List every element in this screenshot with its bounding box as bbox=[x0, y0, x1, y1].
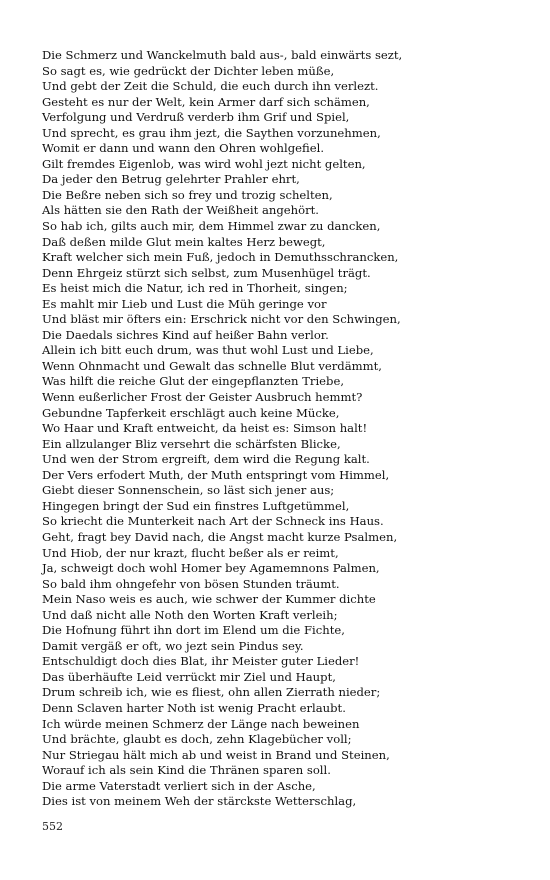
poem-line: Wenn Ohnmacht und Gewalt das schnelle Blut verdämmt, bbox=[42, 358, 382, 373]
poem-line: Gesteht es nur der Welt, kein Armer darf sich schämen, bbox=[42, 94, 370, 109]
poem-line: Die Hofnung führt ihn dort im Elend um die Fichte, bbox=[42, 623, 345, 638]
poem-line: Denn Ehrgeiz stürzt sich selbst, zum Musenhügel trägt. bbox=[42, 265, 371, 280]
poem-line: Drum schreib ich, wie es fliest, ohn allen Zierrath nieder; bbox=[42, 685, 381, 700]
poem-line: Denn Sclaven harter Noth ist wenig Pracht erlaubt. bbox=[42, 700, 346, 715]
poem-line: Was hilft die reiche Glut der eingepflanzten Triebe, bbox=[42, 374, 345, 389]
poem-line: Die Schmerz und Wanckelmuth bald aus-, bald einwärts sezt, bbox=[42, 48, 403, 62]
poem-line: Verfolgung und Verdruß verderb ihm Grif und Spiel, bbox=[42, 110, 350, 125]
poem-line: Dies ist von meinem Weh der stärckste Wetterschlag, bbox=[42, 794, 357, 809]
poem-line: Und gebt der Zeit die Schuld, die euch durch ihn verlezt. bbox=[42, 79, 379, 94]
poem-line: Entschuldigt doch dies Blat, ihr Meister guter Lieder! bbox=[42, 654, 360, 669]
poem-line: Die arme Vaterstadt verliert sich in der Asche, bbox=[42, 778, 316, 793]
poem-line: Und wen der Strom ergreift, dem wird die Regung kalt. bbox=[42, 452, 370, 467]
poem-line: Gebundne Tapferkeit erschlägt auch keine Mücke, bbox=[42, 405, 340, 420]
poem-line: Die Daedals sichres Kind auf heißer Bahn verlor. bbox=[42, 327, 329, 342]
page-number: 552 bbox=[42, 820, 63, 833]
poem-line: Damit vergäß er oft, wo jezt sein Pindus sey. bbox=[42, 638, 304, 653]
poem-line: Daß deßen milde Glut mein kaltes Herz bewegt, bbox=[42, 234, 326, 249]
poem-line: Mein Naso weis es auch, wie schwer der Kummer dichte bbox=[42, 592, 376, 607]
poem-line: Da jeder den Betrug gelehrter Prahler ehrt, bbox=[42, 172, 300, 187]
poem-line: So bald ihm ohngefehr von bösen Stunden träumt. bbox=[42, 576, 340, 591]
poem-line: Und sprecht, es grau ihm jezt, die Saythen vorzunehmen, bbox=[42, 125, 381, 140]
poem-line: Womit er dann und wann den Ohren wohlgefiel. bbox=[42, 141, 325, 156]
poem-line: Ja, schweigt doch wohl Homer bey Agamemnons Palmen, bbox=[42, 561, 380, 576]
poem-line: So kriecht die Munterkeit nach Art der Schneck ins Haus. bbox=[42, 514, 384, 529]
poem-line: Ein allzulanger Bliz versehrt die schärfsten Blicke, bbox=[42, 436, 341, 451]
poem-line: Und bläst mir öfters ein: Erschrick nicht vor den Schwingen, bbox=[42, 312, 401, 327]
poem-line: Es heist mich die Natur, ich red in Thorheit, singen; bbox=[42, 281, 348, 296]
poem-line: Ich würde meinen Schmerz der Länge nach beweinen bbox=[42, 716, 360, 731]
poem-line: Worauf ich als sein Kind die Thränen sparen soll. bbox=[42, 763, 331, 778]
poem-line: Kraft welcher sich mein Fuß, jedoch in Demuthsschrancken, bbox=[42, 250, 399, 265]
poem-line: Wo Haar und Kraft entweicht, da heist es: Simson halt! bbox=[42, 421, 368, 436]
poem-line: So sagt es, wie gedrückt der Dichter leben müße, bbox=[42, 63, 335, 78]
poem-line: Nur Striegau hält mich ab und weist in Brand und Steinen, bbox=[42, 747, 390, 762]
poem-line: Die Beßre neben sich so frey und trozig schelten, bbox=[42, 187, 333, 202]
poem-line: Der Vers erfodert Muth, der Muth entspringt vom Himmel, bbox=[42, 467, 390, 482]
poem-line: Giebt dieser Sonnenschein, so läst sich jener aus; bbox=[42, 483, 335, 498]
poem-line: Und Hiob, der nur krazt, flucht beßer als er reimt, bbox=[42, 545, 339, 560]
poem-line: Und brächte, glaubt es doch, zehn Klagebücher voll; bbox=[42, 732, 352, 747]
poem-line: Als hätten sie den Rath der Weißheit angehört. bbox=[42, 203, 319, 218]
poem-line: Allein ich bitt euch drum, was thut wohl Lust und Liebe, bbox=[42, 343, 374, 358]
poem-line: So hab ich, gilts auch mir, dem Himmel zwar zu dancken, bbox=[42, 219, 381, 234]
poem-line: Wenn eußerlicher Frost der Geister Ausbruch hemmt? bbox=[42, 390, 363, 405]
poem-line: Und daß nicht alle Noth den Worten Kraft verleih; bbox=[42, 607, 338, 622]
poem-line: Gilt fremdes Eigenlob, was wird wohl jezt nicht gelten, bbox=[42, 156, 366, 171]
poem-text bbox=[42, 48, 522, 810]
poem-line: Es mahlt mir Lieb und Lust die Müh geringe vor bbox=[42, 296, 327, 311]
poem-line: Das überhäufte Leid verrückt mir Ziel und Haupt, bbox=[42, 669, 336, 684]
poem-line: Geht, fragt bey David nach, die Angst macht kurze Psalmen, bbox=[42, 529, 398, 544]
poem-line: Hingegen bringt der Sud ein finstres Luftgetümmel, bbox=[42, 498, 350, 513]
